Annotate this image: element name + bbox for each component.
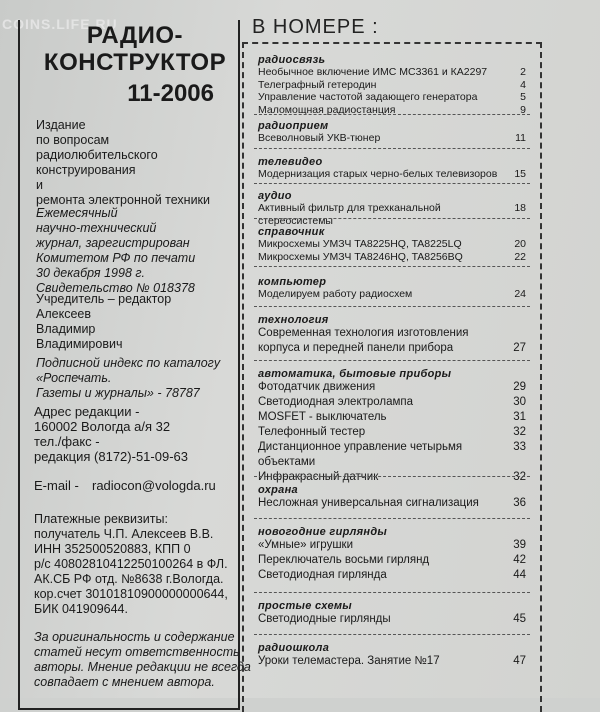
entry-page: 33 [513,441,526,453]
toc-entry[interactable] [258,251,526,264]
entry-title: Микросхемы УМЗЧ TA8246HQ, TA8256BQ [258,250,463,263]
entry-title: «Умные» игрушки [258,539,354,551]
entry-title: Светодиодная гирлянда [258,569,387,581]
section-divider [254,218,530,219]
toc-heading: В НОМЕРЕ : [252,16,379,38]
section-divider [254,148,530,149]
entry-title: Светодиодная электролампа [258,396,414,408]
toc-section [244,484,540,511]
entry-page: 29 [513,381,526,393]
entry-page: 18 [514,202,526,214]
toc-entry[interactable] [258,168,526,181]
entry-page: 9 [520,103,526,116]
toc-entry[interactable] [258,66,526,79]
section-title: технология [258,314,329,326]
section-divider [254,634,530,635]
section-title: радиошкола [258,642,330,654]
entry-page: 11 [515,132,526,144]
founder-info: Учредитель – редактор Алексеев Владимир Владимирович [36,292,172,351]
entry-page: 32 [513,426,526,438]
editorial-address: Адрес редакции - 160002 Вологда а/я 32 тел./факс - редакция (8172)-51-09-63 [34,404,188,464]
section-title: новогодние гирлянды [258,526,388,538]
entry-page: 30 [513,396,526,408]
toc-entry[interactable] [258,326,526,341]
toc-entry[interactable] [258,612,526,627]
entry-page: 44 [513,569,526,581]
entry-page: 5 [520,91,526,103]
entry-page: 27 [513,342,526,354]
table-of-contents [242,42,542,712]
magazine-title [40,22,230,76]
entry-title: Несложная универсальная сигнализация [258,497,479,509]
issue-number: 11-2006 [127,80,214,107]
magazine-title-line1: РАДИО- [86,22,184,49]
magazine-title-line2: КОНСТРУКТОР [43,49,227,76]
email-row [34,478,216,493]
registration-info: Ежемесячный научно-технический журнал, зарегистрирован Комитетом РФ по печати 30 декабря 1998 г. Свидетельство № 018378 [36,206,196,295]
payment-details: Платежные реквизиты: получатель Ч.П. Алексеев В.В. ИНН 352500520883, КПП 0 р/с 40802810412250100264 в ФЛ. АК.СБ РФ отд. №8638 г.Вологда. кор.счет 30101810900000000644, БИК 041909644. [34,512,228,616]
toc-entry[interactable] [258,538,526,553]
toc-entry[interactable] [258,553,526,568]
entry-title: Телеграфный гетеродин [258,78,377,91]
entry-title: Фотодатчик движения [258,381,376,393]
section-title: радиоприем [258,120,329,132]
toc-entry[interactable] [258,470,526,485]
section-title: простые схемы [258,600,352,612]
toc-section [244,156,540,181]
entry-page: 20 [514,238,526,250]
toc-section [244,276,540,301]
section-divider [254,266,530,267]
toc-entry[interactable] [258,395,526,410]
section-divider [254,114,530,115]
toc-section [244,54,540,116]
toc-section [244,120,540,145]
section-title: телевидео [258,156,323,168]
entry-page: 32 [513,471,526,483]
toc-section [244,190,540,227]
entry-title: Инфракрасный датчик [258,471,379,483]
toc-entry[interactable] [258,654,526,669]
entry-title: Уроки телемастера. Занятие №17 [258,655,440,667]
entry-page: 15 [514,168,526,180]
entry-title: Современная технология изготовления [258,327,469,339]
section-divider [254,476,530,477]
entry-page: 39 [513,539,526,551]
entry-page: 4 [520,78,526,91]
entry-title: Необычное включение ИМС МС3361 и КА2297 [258,66,488,78]
entry-title: корпуса и передней панели прибора [258,342,454,354]
entry-title: Всеволновый УКВ-тюнер [258,132,381,144]
disclaimer: За оригинальность и содержание статей несут ответственность авторы. Мнение редакции не всегда совпадает с мнением автора. [34,630,251,689]
entry-title: Активный фильтр для трехканальной стереосистемы [258,202,441,227]
toc-entry[interactable] [258,568,526,583]
entry-title: Светодиодные гирлянды [258,613,391,625]
entry-page: 45 [513,613,526,625]
entry-title: Модернизация старых черно-белых телевизоров [258,168,498,180]
entry-title: Микросхемы УМЗЧ TA8225HQ, TA8225LQ [258,238,462,250]
toc-entry[interactable] [258,79,526,92]
toc-entry[interactable] [258,380,526,395]
section-divider [254,306,530,307]
entry-title: Маломощная радиостанция [258,103,396,116]
entry-title: Переключатель восьми гирлянд [258,554,430,566]
email-link[interactable]: radiocon@vologda.ru [92,478,216,493]
entry-page: 31 [513,411,526,423]
toc-section [244,368,540,485]
toc-entry[interactable] [258,132,526,145]
section-title: автоматика, бытовые приборы [258,368,452,380]
toc-entry[interactable] [258,238,526,251]
entry-title: Телефонный тестер [258,426,366,438]
entry-page: 36 [513,497,526,509]
toc-section [244,314,540,356]
entry-title: Дистанционное управление четырьмя объектами [258,441,463,468]
entry-title: Управление частотой задающего генератора [258,91,478,103]
toc-entry[interactable] [258,425,526,440]
watermark: COINS.LIFE.RU [2,16,118,32]
toc-entry[interactable] [258,410,526,425]
toc-section [244,642,540,669]
toc-entry[interactable] [258,202,526,227]
section-title: компьютер [258,276,327,288]
entry-page: 22 [514,250,526,263]
toc-entry[interactable] [258,91,526,104]
toc-section [244,226,540,263]
section-title: аудио [258,190,292,202]
entry-page: 47 [513,655,526,667]
toc-entry[interactable] [258,440,526,470]
toc-entry[interactable] [258,496,526,511]
subscription-info: Подписной индекс по каталогу «Роспечать. Газеты и журналы» - 78787 [36,356,221,400]
section-title: охрана [258,484,298,496]
publication-description: Издание по вопросам радиолюбительского конструирования и ремонта электронной техники [36,118,211,207]
toc-section [244,600,540,627]
section-divider [254,183,530,184]
entry-page: 2 [520,66,526,78]
entry-title: Моделируем работу радиосхем [258,288,413,300]
section-title: радиосвязь [258,54,326,66]
section-divider [254,518,530,519]
toc-entry[interactable] [258,341,526,356]
entry-title: MOSFET - выключатель [258,411,387,423]
toc-entry[interactable] [258,288,526,301]
entry-page: 42 [513,554,526,566]
section-divider [254,592,530,593]
section-title: справочник [258,226,325,238]
section-divider [254,360,530,361]
email-label: E-mail - [34,478,79,493]
toc-section [244,526,540,583]
entry-page: 24 [514,288,526,300]
